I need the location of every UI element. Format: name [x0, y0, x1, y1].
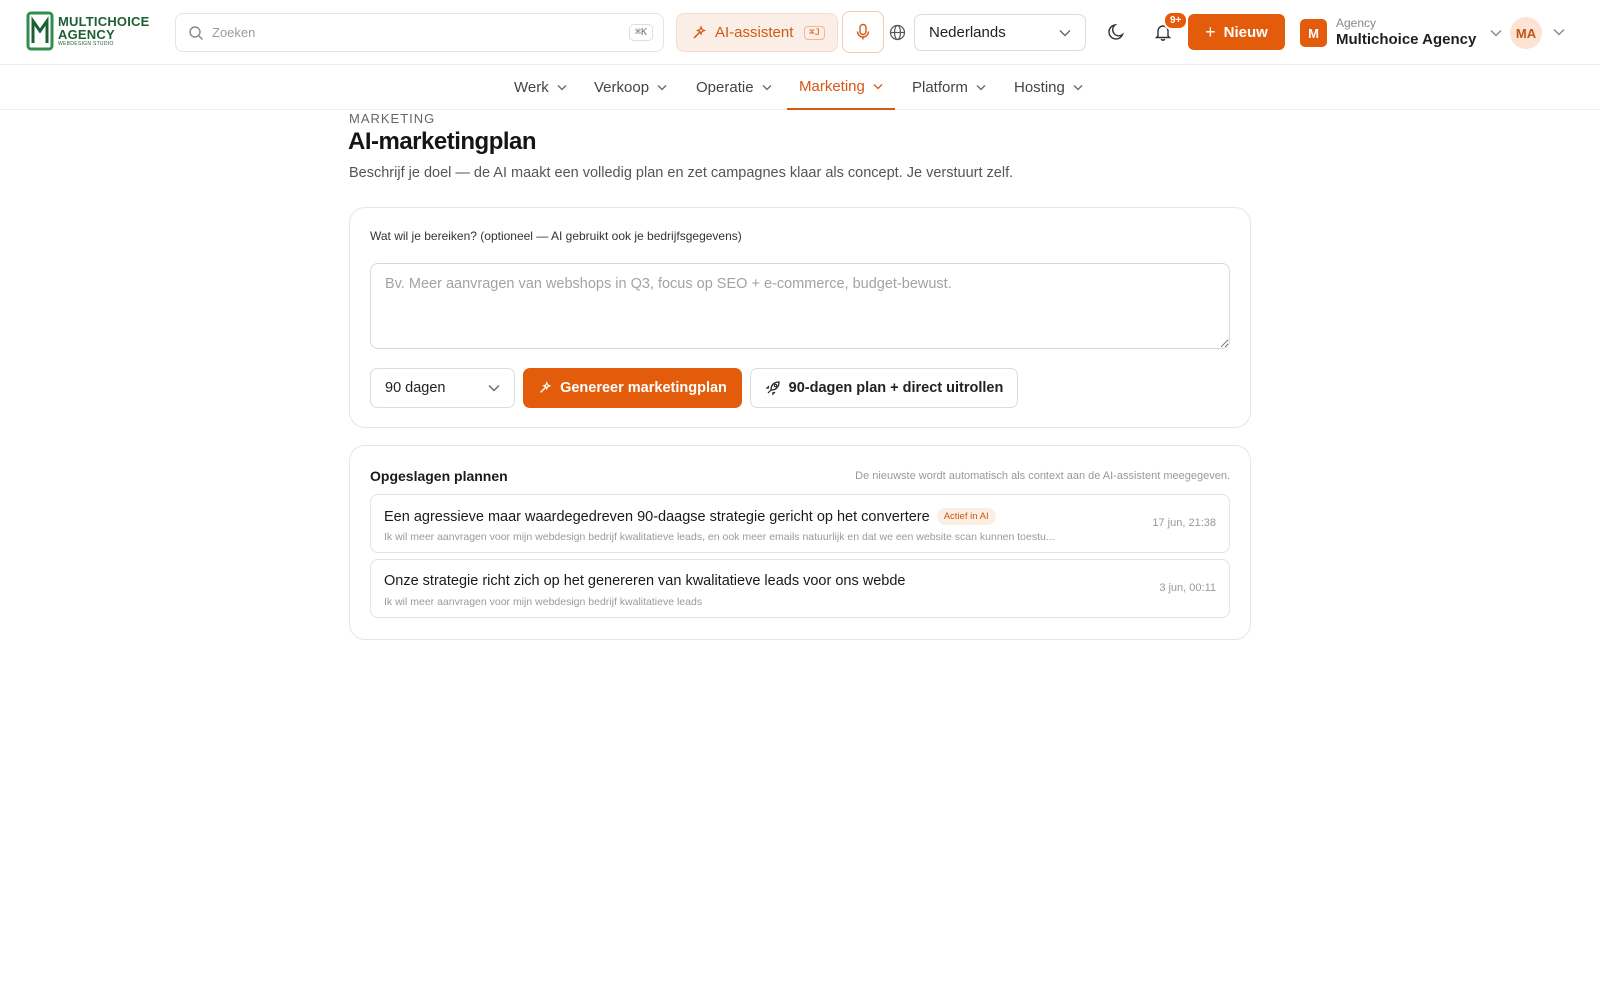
- nav-item-label: Hosting: [1014, 79, 1065, 96]
- new-button-label: Nieuw: [1223, 23, 1268, 41]
- top-bar: [0, 0, 1600, 65]
- chevron-down-icon: [976, 84, 986, 91]
- search-shortcut: ⌘K: [629, 24, 653, 41]
- chevron-down-icon: [488, 384, 500, 392]
- period-value: 90 dagen: [385, 380, 446, 396]
- globe-icon: [889, 24, 906, 41]
- nav-item-label: Operatie: [696, 79, 754, 96]
- language-select[interactable]: [914, 14, 1086, 51]
- agency-switcher[interactable]: [1300, 15, 1502, 51]
- chevron-down-icon: [1059, 29, 1071, 37]
- brand-logo[interactable]: [26, 10, 158, 52]
- plan-prompt: Ik wil meer aanvragen voor mijn webdesign bedrijf kwalitatieve leads, en ook meer emails natuurlijk en dat we een website scan kunnen toestu...: [384, 531, 1055, 543]
- sparkle-icon: [538, 381, 552, 395]
- page-eyebrow: MARKETING: [349, 111, 436, 126]
- agency-type: Agency: [1336, 16, 1377, 31]
- nav-item-platform[interactable]: [900, 65, 998, 110]
- chevron-down-icon: [1490, 29, 1502, 37]
- nav-item-label: Platform: [912, 79, 968, 96]
- nav-item-label: Verkoop: [594, 79, 650, 96]
- saved-plans-card: [349, 445, 1251, 640]
- rollout-plan-button[interactable]: [750, 368, 1018, 408]
- goal-label: Wat wil je bereiken? (optioneel — AI gebruikt ook je bedrijfsgegevens): [370, 229, 742, 243]
- dark-mode-icon[interactable]: [1107, 22, 1127, 42]
- saved-plans-title: Opgeslagen plannen: [370, 468, 508, 484]
- search-icon: [188, 25, 204, 41]
- generate-plan-button[interactable]: [523, 368, 742, 408]
- language-value: Nederlands: [929, 24, 1006, 41]
- user-avatar[interactable]: MA: [1510, 17, 1542, 49]
- ai-assistant-button[interactable]: [676, 13, 838, 52]
- new-button[interactable]: [1188, 14, 1285, 50]
- rollout-plan-label: 90-dagen plan + direct uitrollen: [788, 380, 1004, 396]
- page-description: Beschrijf je doel — de AI maakt een volledig plan en zet campagnes klaar als concept. Je verstuurt zelf.: [349, 165, 1014, 181]
- chevron-down-icon[interactable]: [1553, 28, 1565, 36]
- active-in-ai-badge: Actief in AI: [937, 508, 996, 525]
- plan-generator-card: [349, 207, 1251, 428]
- plan-date: 17 jun, 21:38: [1152, 517, 1216, 529]
- plan-title: Onze strategie richt zich op het genereren van kwalitatieve leads voor ons webde: [384, 573, 906, 589]
- notification-badge: 9+: [1163, 11, 1188, 30]
- chevron-down-icon: [762, 84, 772, 91]
- plan-prompt: Ik wil meer aanvragen voor mijn webdesign bedrijf kwalitatieve leads: [384, 596, 703, 608]
- ai-assistant-label: AI-assistent: [715, 24, 794, 41]
- rocket-icon: [765, 380, 781, 396]
- nav-item-label: Marketing: [799, 78, 865, 95]
- agency-logo: M: [1300, 19, 1327, 47]
- brand-tagline: WEBDESIGN STUDIO: [58, 41, 114, 47]
- search-box[interactable]: [175, 13, 664, 52]
- agency-name: Multichoice Agency: [1336, 31, 1477, 49]
- plan-title: Een agressieve maar waardegedreven 90-daagse strategie gericht op het convertere: [384, 508, 930, 525]
- logo-mark-icon: [26, 11, 54, 51]
- nav-item-verkoop[interactable]: [582, 65, 679, 110]
- brand-name-line1: MULTICHOICE: [58, 14, 150, 29]
- nav-item-operatie[interactable]: [684, 65, 784, 110]
- nav-item-marketing[interactable]: [787, 65, 895, 110]
- nav-item-werk[interactable]: [502, 65, 579, 110]
- main-nav: [0, 65, 1600, 110]
- search-input[interactable]: [212, 25, 629, 40]
- chevron-down-icon: [557, 84, 567, 91]
- saved-plan-item[interactable]: [370, 494, 1230, 553]
- plan-date: 3 jun, 00:11: [1159, 582, 1216, 594]
- generate-plan-label: Genereer marketingplan: [560, 380, 727, 396]
- plus-icon: +: [1205, 22, 1216, 42]
- nav-item-hosting[interactable]: [1002, 65, 1095, 110]
- chevron-down-icon: [873, 83, 883, 90]
- period-select[interactable]: [370, 368, 515, 408]
- ai-shortcut: ⌘J: [804, 26, 825, 40]
- sparkle-icon: [691, 25, 707, 41]
- goal-textarea[interactable]: [370, 263, 1230, 349]
- saved-plan-item[interactable]: [370, 559, 1230, 618]
- chevron-down-icon: [657, 84, 667, 91]
- chevron-down-icon: [1073, 84, 1083, 91]
- page-title: AI-marketingplan: [348, 128, 537, 155]
- brand-name-line2: AGENCY: [58, 27, 115, 42]
- voice-input-button[interactable]: [842, 11, 884, 53]
- saved-plans-hint: De nieuwste wordt automatisch als context aan de AI-assistent meegegeven.: [855, 470, 1230, 482]
- nav-item-label: Werk: [514, 79, 549, 96]
- microphone-icon: [855, 23, 871, 41]
